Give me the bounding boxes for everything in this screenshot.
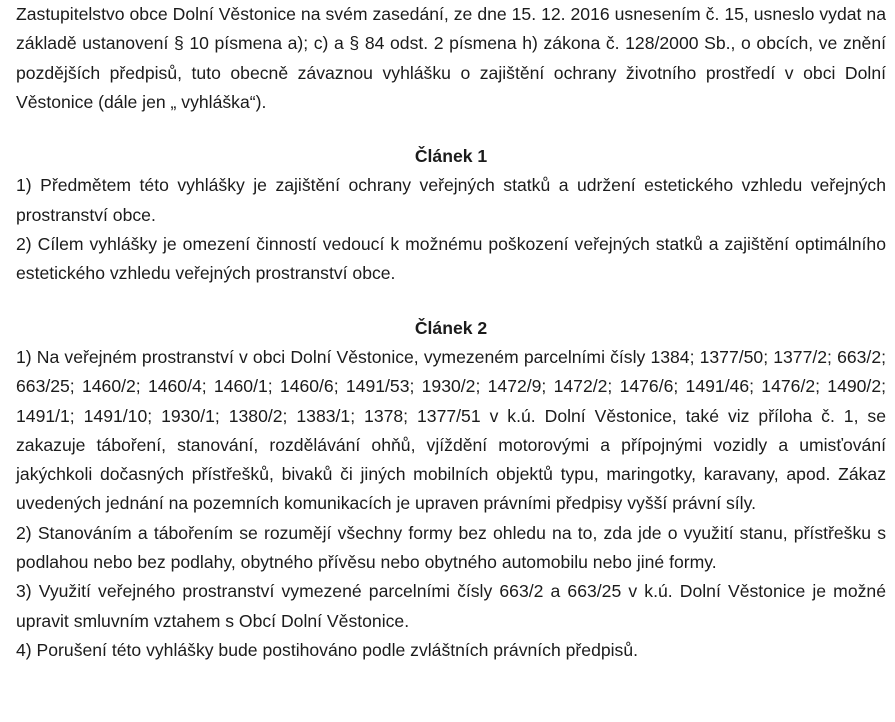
article-2-paragraph-3: 3) Využití veřejného prostranství vymezené parcelními čísly 663/2 a 663/25 v k.ú. Dolní Věstonice je možné upravit smluvním vztahem s Obcí Dolní Věstonice. [16,581,886,631]
article-2-paragraph-4: 4) Porušení této vyhlášky bude postihováno podle zvláštních právních předpisů. [16,639,639,660]
article-2-paragraph-2: 2) Stanováním a tábořením se rozumějí všechny formy bez ohledu na to, zda jde o využití stanu, přístřešku s podlahou nebo bez podlahy, obytného přívěsu nebo obytného automobilu nebo jiné formy. [16,522,886,573]
document-page [16,0,886,665]
article-2-paragraph-1: 1) Na veřejném prostranství v obci Dolní Věstonice, vymezeném parcelními čísly 1384; 1377/50; 1377/2; 663/2; 663/25; 1460/2; 1460/4; 1460/1; 1460/6; 1491/53; 1930/2; 1472/9; 1472/2; 1476/6; 1491/46; 1476/2; 1490/2; 1491/1; 1491/10; 1930/1; 1380/2; 1383/1; 1378; 1377/51 v k.ú. Dolní Věstonice, také viz příloha č. 1, se zakazuje táboření, stanování, rozdělávání ohňů, vjíždění motorovými a přípojnými vozidly a umisťování jakýchkoli dočasných přístřešků, bivaků či jiných mobilních objektů typu, maringotky, karavany, apod. Zákaz uvedených jednání na pozemních komunikacích je upraven právními předpisy vyšší právní síly. [16,346,886,514]
intro-paragraph: Zastupitelstvo obce Dolní Věstonice na svém zasedání, ze dne 15. 12. 2016 usnesením č. 15, usneslo vydat na základě ustanovení § 10 písmena a); c) a § 84 odst. 2 písmena h) zákona č. 128/2000 Sb., o obcích, ve znění pozdějších předpisů, tuto obecně závaznou vyhlášku o zajištění ochrany životního prostředí v obci Dolní Věstonice (dále jen „ vyhláška“). [16,4,886,112]
article-1-paragraph-2: 2) Cílem vyhlášky je omezení činností vedoucí k možnému poškození veřejných statků a zajištění optimálního estetického vzhledu veřejných prostranství obce. [16,234,886,284]
article-1-paragraph-1: 1) Předmětem této vyhlášky je zajištění ochrany veřejných statků a udržení estetického vzhledu veřejných prostranství obce. [16,175,886,225]
article-2-heading: Článek 2 [414,317,488,338]
article-1-heading: Článek 1 [414,146,488,167]
